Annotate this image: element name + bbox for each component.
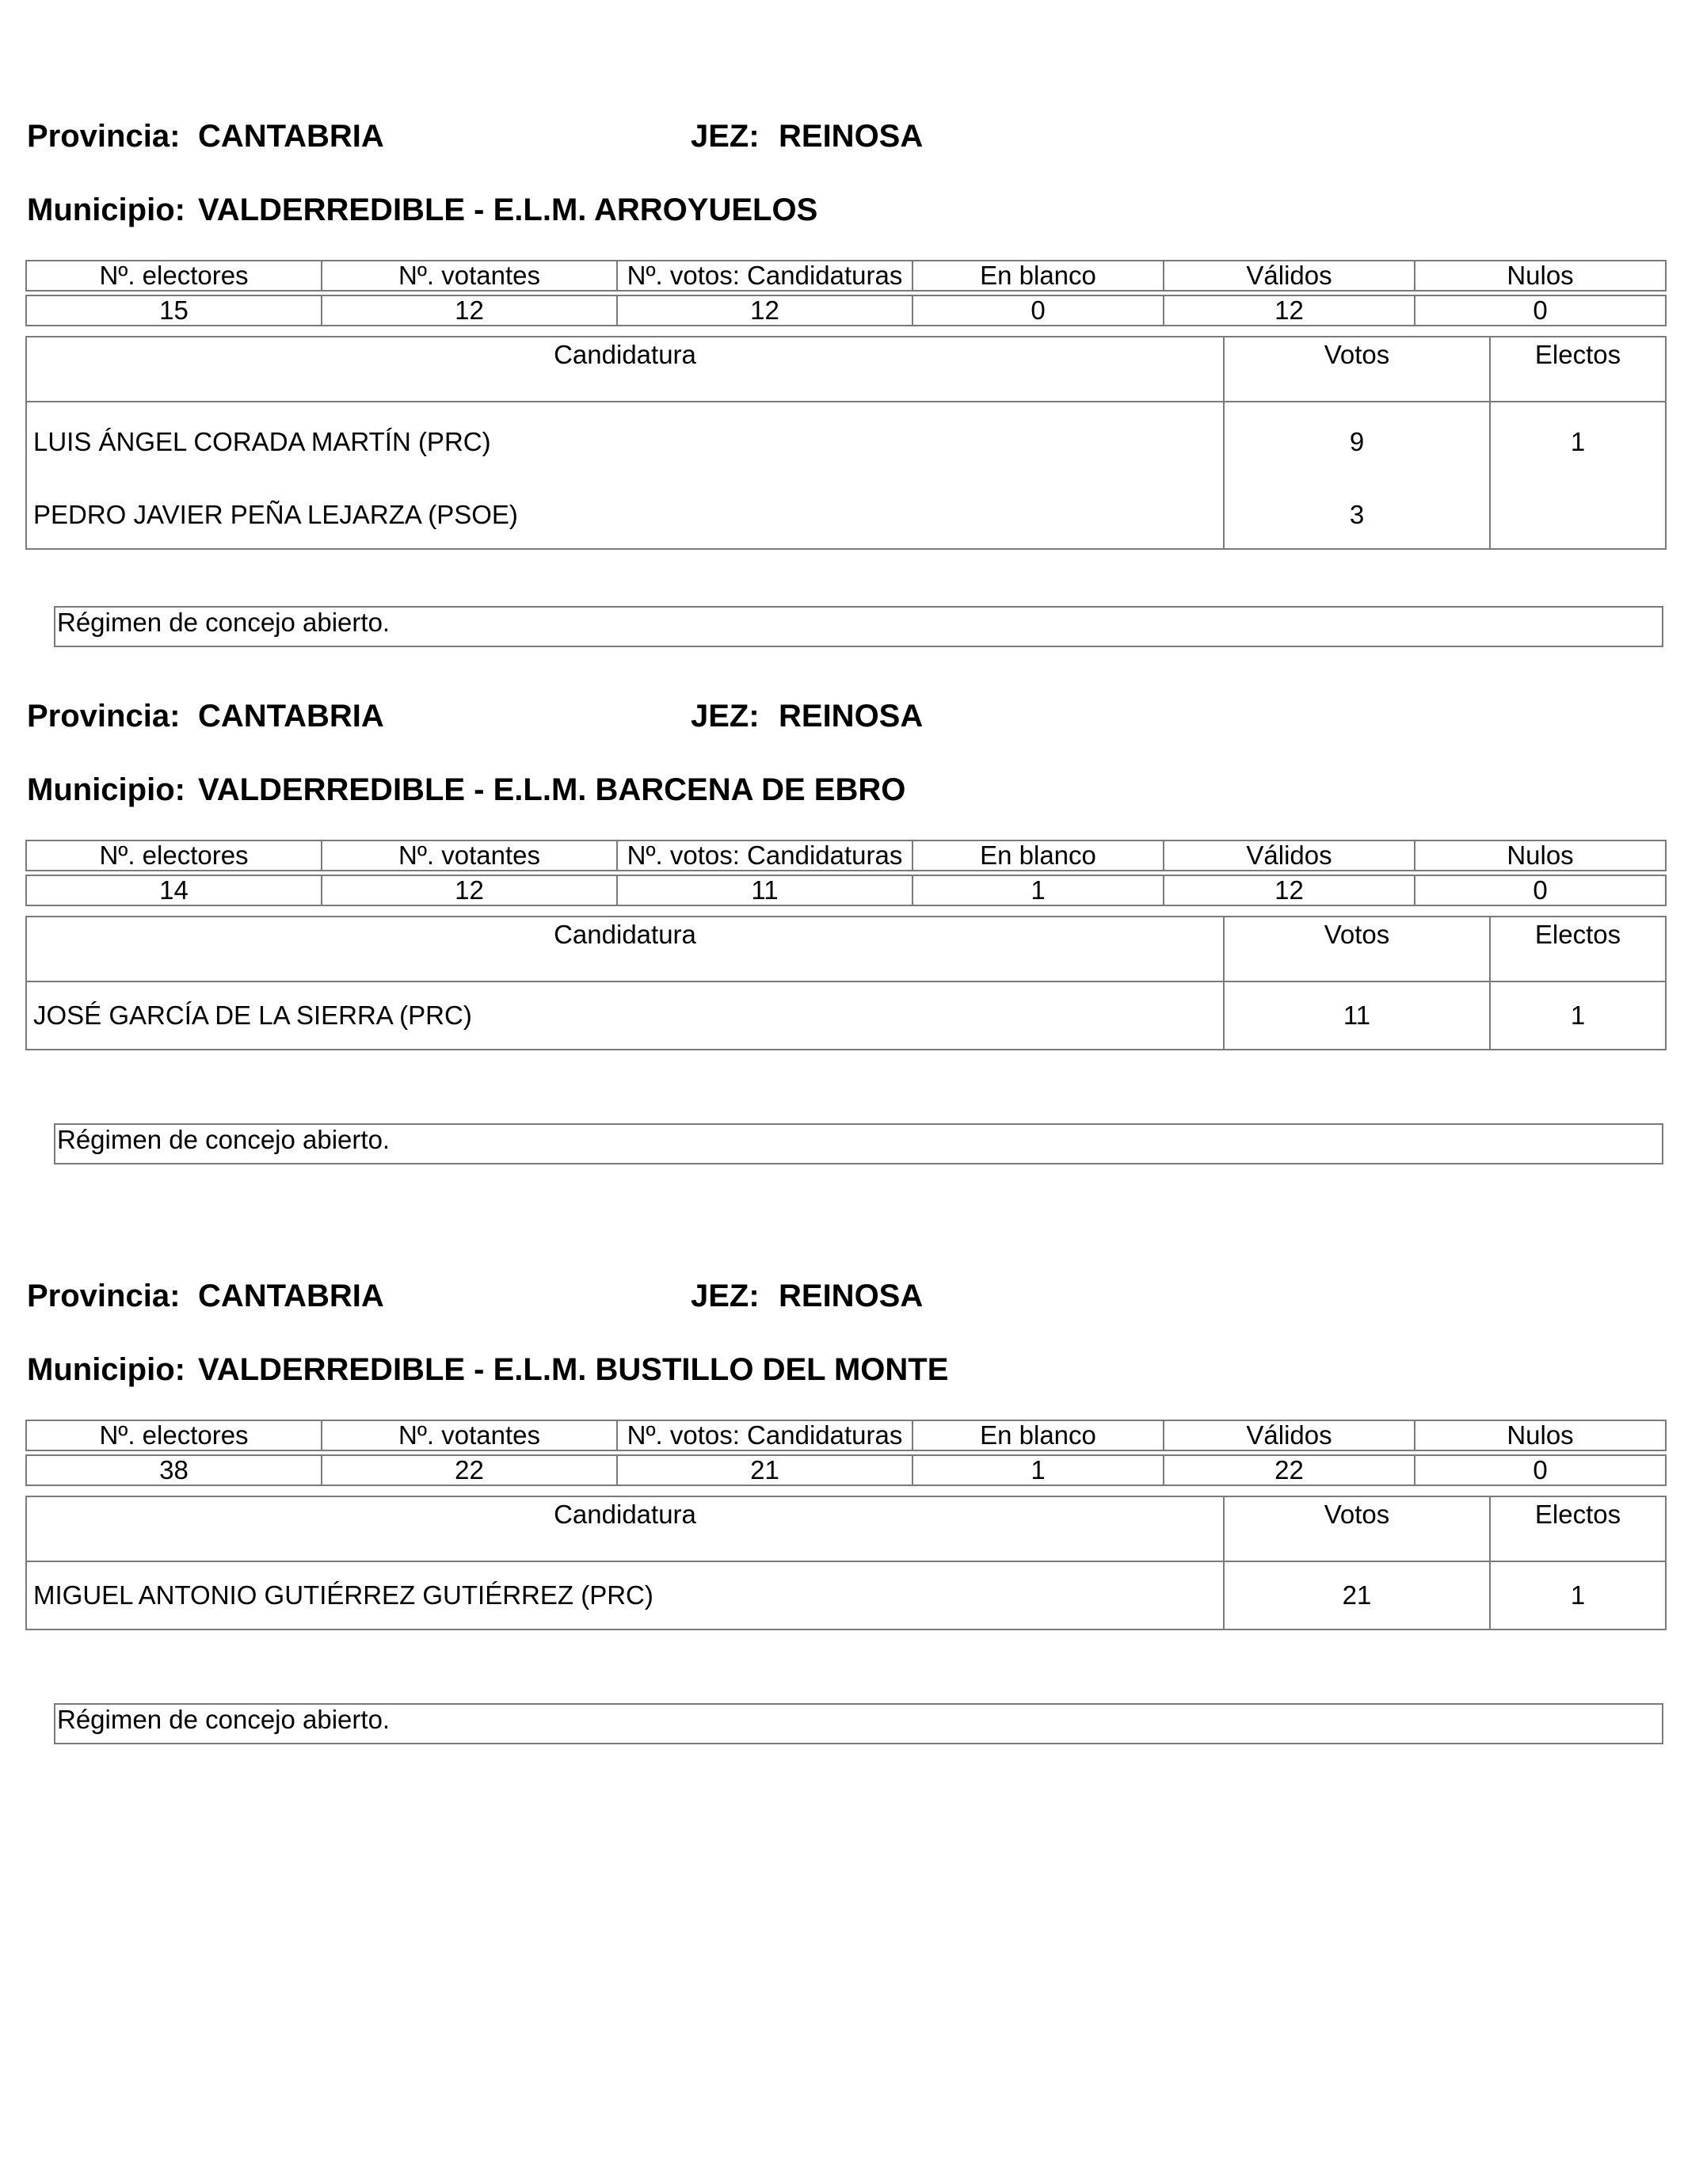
electos-header: Electos xyxy=(1490,1496,1666,1561)
stats-value-votantes: 22 xyxy=(322,1455,617,1485)
results-section-arroyuelos xyxy=(25,117,1665,637)
provincia-value: CANTABRIA xyxy=(198,119,384,154)
jez-value: REINOSA xyxy=(779,119,924,154)
candidate-electos: 1 xyxy=(1490,1561,1666,1629)
votos-header: Votos xyxy=(1224,337,1490,402)
candidate-row xyxy=(26,482,1666,549)
candidate-row xyxy=(26,981,1666,1050)
candidate-votos: 11 xyxy=(1224,981,1490,1050)
stats-header-row xyxy=(26,840,1666,871)
municipio-value: VALDERREDIBLE - E.L.M. BUSTILLO DEL MONTE xyxy=(198,1352,949,1387)
stats-header-votantes: Nº. votantes xyxy=(322,1420,617,1450)
stats-value-votos-candidaturas: 12 xyxy=(617,295,912,326)
jez-label: JEZ: xyxy=(691,119,760,154)
candidate-votos: 3 xyxy=(1224,482,1490,549)
stats-value-validos: 12 xyxy=(1164,875,1415,905)
stats-value-en-blanco: 1 xyxy=(912,1455,1164,1485)
candidate-electos: 1 xyxy=(1490,402,1666,482)
candidate-votos: 21 xyxy=(1224,1561,1490,1629)
stats-header-row xyxy=(26,1420,1666,1450)
votos-header: Votos xyxy=(1224,1496,1490,1561)
provincia-label: Provincia: xyxy=(27,699,181,734)
candidates-table xyxy=(25,916,1667,1050)
stats-value-electores: 38 xyxy=(26,1455,322,1485)
stats-value-en-blanco: 1 xyxy=(912,875,1164,905)
provincia-value: CANTABRIA xyxy=(198,1279,384,1313)
stats-value-votos-candidaturas: 21 xyxy=(617,1455,912,1485)
candidatura-header: Candidatura xyxy=(26,1496,1224,1561)
stats-value-en-blanco: 0 xyxy=(912,295,1164,326)
jez-value: REINOSA xyxy=(779,1279,924,1313)
stats-header-votantes: Nº. votantes xyxy=(322,840,617,871)
stats-value-row xyxy=(26,1455,1666,1485)
stats-value-electores: 15 xyxy=(26,295,322,326)
candidates-header-row xyxy=(26,917,1666,981)
stats-table xyxy=(25,260,1667,326)
candidate-row xyxy=(26,402,1666,482)
stats-header-en-blanco: En blanco xyxy=(912,1420,1164,1450)
candidate-name: MIGUEL ANTONIO GUTIÉRREZ GUTIÉRREZ (PRC) xyxy=(26,1561,1224,1629)
stats-header-validos: Válidos xyxy=(1164,1420,1415,1450)
municipio-label: Municipio: xyxy=(27,772,185,807)
candidate-name: LUIS ÁNGEL CORADA MARTÍN (PRC) xyxy=(26,402,1224,482)
jez-label: JEZ: xyxy=(691,699,760,734)
stats-header-validos: Válidos xyxy=(1164,840,1415,871)
stats-value-votos-candidaturas: 11 xyxy=(617,875,912,905)
stats-header-validos: Válidos xyxy=(1164,261,1415,291)
candidate-row xyxy=(26,1561,1666,1629)
candidates-header-row xyxy=(26,337,1666,402)
provincia-label: Provincia: xyxy=(27,1279,181,1313)
municipio-label: Municipio: xyxy=(27,192,185,227)
results-section-bustillo-del-monte xyxy=(25,1277,1665,1784)
stats-header-nulos: Nulos xyxy=(1415,261,1666,291)
candidate-electos: 1 xyxy=(1490,981,1666,1050)
stats-value-validos: 12 xyxy=(1164,295,1415,326)
results-section-barcena-de-ebro xyxy=(25,697,1665,1204)
candidate-electos xyxy=(1490,482,1666,549)
stats-header-nulos: Nulos xyxy=(1415,840,1666,871)
candidate-name: PEDRO JAVIER PEÑA LEJARZA (PSOE) xyxy=(26,482,1224,549)
stats-header-votos-candidaturas: Nº. votos: Candidaturas xyxy=(617,1420,912,1450)
stats-value-row xyxy=(26,875,1666,905)
stats-table xyxy=(25,840,1667,906)
stats-header-en-blanco: En blanco xyxy=(912,840,1164,871)
regimen-note: Régimen de concejo abierto. xyxy=(54,1703,1663,1744)
jez-value: REINOSA xyxy=(779,699,924,734)
provincia-label: Provincia: xyxy=(27,119,181,154)
stats-header-votantes: Nº. votantes xyxy=(322,261,617,291)
candidates-header-row xyxy=(26,1496,1666,1561)
stats-header-electores: Nº. electores xyxy=(26,1420,322,1450)
electos-header: Electos xyxy=(1490,917,1666,981)
stats-value-row xyxy=(26,295,1666,326)
stats-header-en-blanco: En blanco xyxy=(912,261,1164,291)
candidates-table xyxy=(25,1496,1667,1630)
stats-value-votantes: 12 xyxy=(322,875,617,905)
candidate-votos: 9 xyxy=(1224,402,1490,482)
municipio-value: VALDERREDIBLE - E.L.M. ARROYUELOS xyxy=(198,192,818,227)
regimen-note: Régimen de concejo abierto. xyxy=(54,606,1663,647)
stats-value-votantes: 12 xyxy=(322,295,617,326)
stats-value-electores: 14 xyxy=(26,875,322,905)
votos-header: Votos xyxy=(1224,917,1490,981)
stats-header-votos-candidaturas: Nº. votos: Candidaturas xyxy=(617,261,912,291)
stats-header-row xyxy=(26,261,1666,291)
candidate-name: JOSÉ GARCÍA DE LA SIERRA (PRC) xyxy=(26,981,1224,1050)
electos-header: Electos xyxy=(1490,337,1666,402)
stats-header-electores: Nº. electores xyxy=(26,840,322,871)
stats-header-electores: Nº. electores xyxy=(26,261,322,291)
stats-value-nulos: 0 xyxy=(1415,295,1666,326)
stats-table xyxy=(25,1420,1667,1486)
candidatura-header: Candidatura xyxy=(26,337,1224,402)
stats-header-nulos: Nulos xyxy=(1415,1420,1666,1450)
stats-header-votos-candidaturas: Nº. votos: Candidaturas xyxy=(617,840,912,871)
candidatura-header: Candidatura xyxy=(26,917,1224,981)
candidates-table xyxy=(25,336,1667,550)
stats-value-nulos: 0 xyxy=(1415,1455,1666,1485)
regimen-note: Régimen de concejo abierto. xyxy=(54,1123,1663,1164)
stats-value-validos: 22 xyxy=(1164,1455,1415,1485)
provincia-value: CANTABRIA xyxy=(198,699,384,734)
jez-label: JEZ: xyxy=(691,1279,760,1313)
municipio-value: VALDERREDIBLE - E.L.M. BARCENA DE EBRO xyxy=(198,772,906,807)
stats-value-nulos: 0 xyxy=(1415,875,1666,905)
municipio-label: Municipio: xyxy=(27,1352,185,1387)
